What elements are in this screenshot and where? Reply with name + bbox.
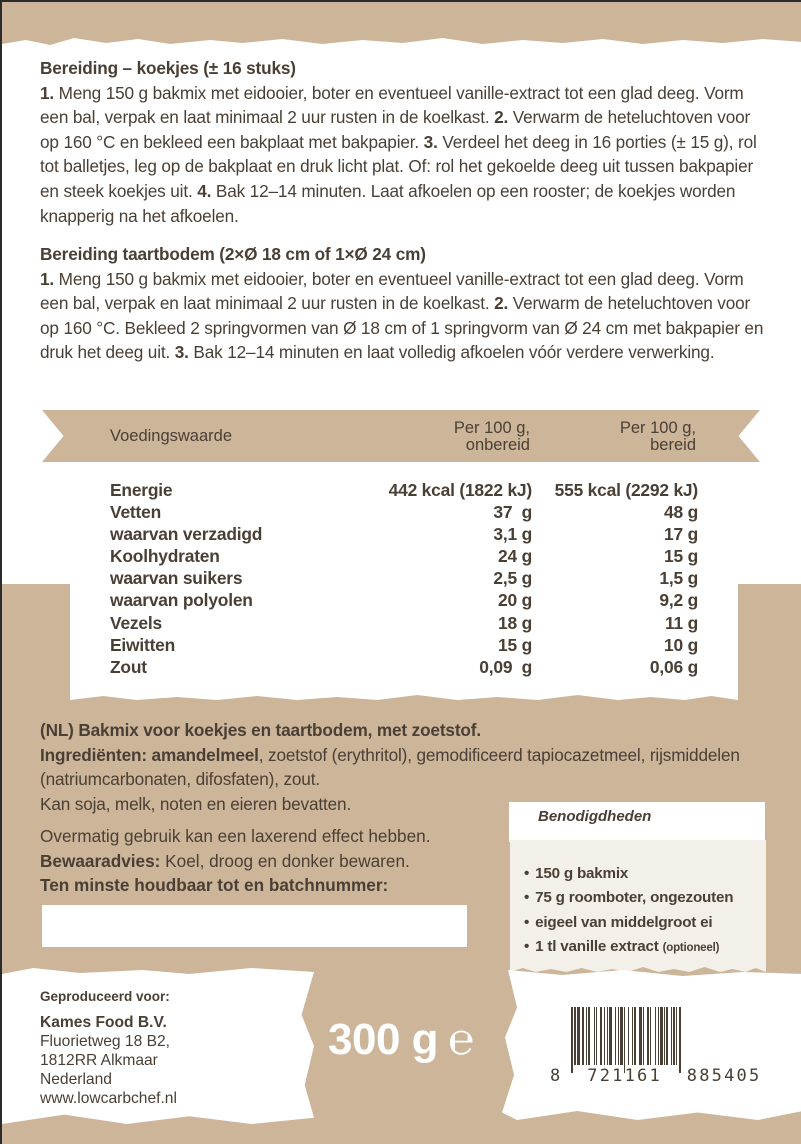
value-unprepared: 18 g [498, 612, 532, 633]
nutrition-header-prepared [572, 420, 696, 454]
item-text: 150 g bakmix [535, 865, 629, 882]
producer-address-2: 1812RR Alkmaar [40, 1052, 158, 1069]
list-item [524, 886, 733, 910]
list-item [524, 935, 733, 960]
item-text: 1 tl vanille extract [535, 937, 663, 955]
table-row [110, 545, 700, 567]
value-prepared: 11 g [664, 612, 698, 633]
bbd-label: Ten minste houdbaar tot en batchnummer: [40, 875, 389, 895]
nutrition-table [110, 479, 700, 678]
value-unprepared: 20 g [498, 590, 532, 611]
nutrient-label: Vetten [110, 502, 161, 523]
value-prepared: 17 g [664, 524, 698, 545]
crust-steps [40, 267, 770, 365]
nutrient-label: Eiwitten [110, 634, 176, 655]
step-number: 3. [423, 131, 438, 152]
nutrition-header-unprepared [402, 420, 530, 454]
producer-address-1: Fluorietweg 18 B2, [40, 1033, 171, 1050]
step-text: Bak 12–14 minuten en laat volledig afkoelen vóór verdere verwerking. [188, 342, 715, 363]
ingredients-list: , zoetstof (erythritol), gemodificeerd tapiocazetmeel, rijsmiddelen (natriumcarbonaten, difosfaten), zout. [40, 744, 740, 789]
header-line: Per 100 g, [453, 419, 530, 437]
requirements-list [524, 862, 733, 960]
value-unprepared: 3,1 g [493, 524, 532, 545]
value-prepared: 10 g [664, 634, 698, 655]
producer-company: Kames Food B.V. [40, 1014, 167, 1031]
producer-website[interactable]: www.lowcarbchef.nl [40, 1090, 177, 1107]
table-row [110, 612, 700, 634]
producer-info [40, 988, 177, 1108]
producer-heading: Geproduceerd voor: [40, 989, 170, 1004]
nutrient-label: waarvan suikers [110, 568, 243, 589]
header-line: onbereid [465, 436, 530, 454]
nutrient-label: Energie [110, 480, 173, 500]
weight-value: 300 g [328, 1015, 439, 1064]
step-number: 2. [494, 293, 509, 314]
barcode-digits: 8 721161 885405 [550, 1066, 762, 1086]
table-row [110, 634, 700, 656]
step-text: Verdeel het deeg in 16 porties (± 15 g), rol tot balletjes, leg op de bakplaat en druk licht plat. Of: rol het gekoelde deeg uit tussen bakpapier en steek koekjes uit. [40, 131, 757, 201]
value-prepared: 555 kcal (2292 kJ) [554, 480, 698, 500]
step-text: Meng 150 g bakmix met eidooier, boter en eventueel vanille-extract tot een glad deeg. Vorm een bal, verpak en laat minimaal 2 uur rusten in de koelkast. [40, 82, 744, 128]
value-unprepared: 442 kcal (1822 kJ) [388, 480, 532, 500]
value-unprepared: 15 g [498, 634, 532, 655]
step-number: 1. [40, 82, 55, 103]
step-text: Bak 12–14 minuten. Laat afkoelen op een rooster; de koekjes worden knapperig na het afkoelen. [40, 180, 736, 226]
paper-edge [2, 572, 72, 584]
value-prepared: 1,5 g [659, 568, 698, 589]
cookies-steps [40, 81, 770, 229]
storage-text: Koel, droog en donker bewaren. [160, 850, 410, 871]
ingredients-label: Ingrediënten: amandelmeel [40, 744, 259, 765]
step-number: 4. [197, 180, 212, 201]
step-text: Meng 150 g bakmix met eidooier, boter en eventueel vanille-extract tot een glad deeg. Vorm een bal, verpak en laat minimaal 2 uur rusten in de koelkast. [40, 268, 744, 314]
value-unprepared: 24 g [498, 546, 532, 567]
header-line: Per 100 g, [619, 419, 696, 437]
list-item [524, 911, 733, 935]
item-note: (optioneel) [662, 941, 720, 954]
producer-country: Nederland [40, 1071, 112, 1088]
requirements-title: Benodigdheden [538, 808, 652, 825]
step-number: 3. [174, 342, 189, 363]
batch-number-box [42, 905, 467, 947]
crust-title: Bereiding taartbodem (2×Ø 18 cm of 1×Ø 24 cm) [40, 244, 426, 264]
laxative-warning: Overmatig gebruik kan een laxerend effect hebben. [40, 826, 431, 846]
nutrient-label: Koolhydraten [110, 546, 220, 567]
product-description: (NL) Bakmix voor koekjes en taartbodem, met zoetstof. [40, 720, 481, 740]
allergens-text: Kan soja, melk, noten en eieren bevatten. [40, 793, 352, 814]
barcode-bar [679, 1007, 681, 1073]
table-row [110, 501, 700, 523]
nutrition-header-label: Voedingswaarde [110, 427, 233, 445]
nutrient-label: Zout [110, 656, 147, 677]
table-row [110, 523, 700, 545]
nutrient-label: Vezels [110, 612, 162, 633]
cookies-title: Bereiding – koekjes (± 16 stuks) [40, 58, 296, 78]
storage-label: Bewaaradvies: [40, 850, 161, 871]
table-row [110, 567, 700, 589]
value-unprepared: 0,09 g [479, 656, 532, 677]
table-row [110, 589, 700, 611]
value-prepared: 0,06 g [649, 656, 698, 677]
list-item [524, 862, 733, 886]
step-number: 2. [494, 107, 509, 128]
nutrient-label: waarvan polyolen [110, 590, 253, 611]
value-unprepared: 2,5 g [493, 568, 532, 589]
step-text: Verwarm de heteluchtoven voor op 160 °C en bekleed een bakplaat met bakpapier. [40, 107, 751, 152]
crust-instructions [40, 242, 770, 365]
step-text: Verwarm de heteluchtoven voor op 160 °C. Bekleed 2 springvormen van Ø 18 cm of 1 springvorm van Ø 24 cm met bakpapier en druk het deeg uit. [40, 293, 764, 363]
net-weight [328, 1014, 474, 1065]
value-prepared: 9,2 g [659, 590, 698, 611]
cookies-instructions [40, 56, 770, 228]
item-text: eigeel van middelgroot ei [535, 913, 713, 931]
estimated-sign-icon: ℮ [448, 1014, 474, 1065]
value-prepared: 48 g [664, 502, 698, 523]
header-line: bereid [650, 436, 696, 454]
item-text: 75 g roomboter, ongezouten [535, 889, 734, 907]
step-number: 1. [40, 268, 55, 289]
value-prepared: 15 g [664, 546, 698, 567]
nutrient-label: waarvan verzadigd [110, 524, 263, 545]
ingredients-text [40, 743, 760, 792]
barcode-icon [571, 1007, 765, 1067]
storage-advice [40, 849, 510, 874]
table-row [110, 479, 700, 501]
table-row [110, 656, 700, 678]
storage-block [40, 824, 510, 898]
value-unprepared: 37 g [493, 502, 532, 523]
